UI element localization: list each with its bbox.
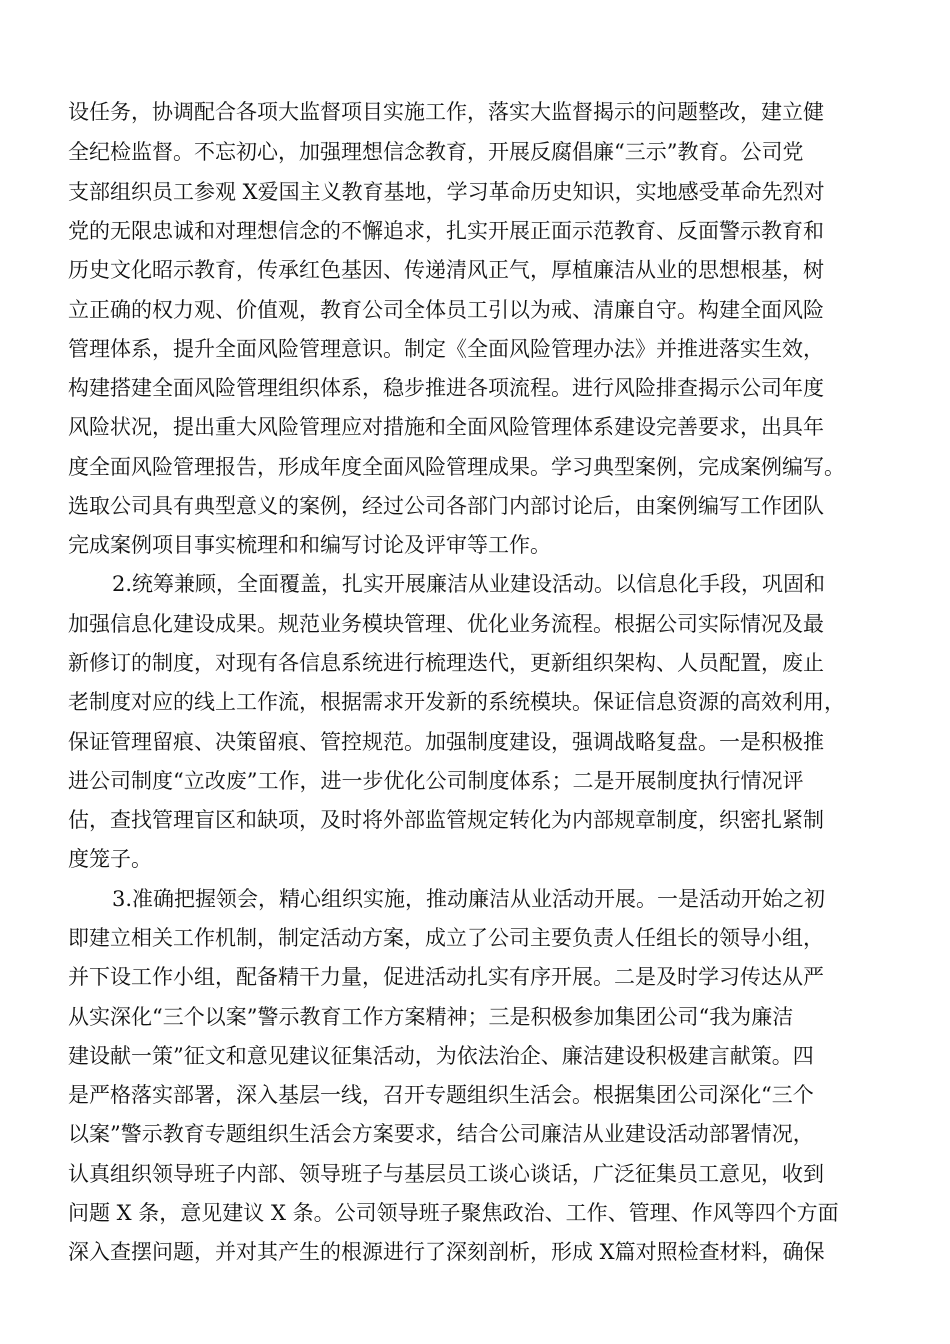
paragraph-3-start: 3.准确把握领会，精心组织实施，推动廉洁从业活动开展。一是活动开始之初 bbox=[112, 887, 826, 911]
text-line: 问题 X 条，意见建议 X 条。公司领导班子聚焦政治、工作、管理、作风等四个方面 bbox=[68, 1201, 839, 1225]
text-line: 新修订的制度，对现有各信息系统进行梳理迭代，更新组织架构、人员配置，废止 bbox=[68, 651, 824, 675]
text-line: 管理体系，提升全面风险管理意识。制定《全面风险管理办法》并推进落实生效， bbox=[68, 337, 824, 361]
text-line: 支部组织员工参观 X爱国主义教育基地，学习革命历史知识，实地感受革命先烈对 bbox=[68, 180, 825, 204]
text-line: 设任务，协调配合各项大监督项目实施工作，落实大监督揭示的问题整改，建立健 bbox=[68, 100, 824, 124]
text-line: 构建搭建全面风险管理组织体系，稳步推进各项流程。进行风险排查揭示公司年度 bbox=[68, 376, 824, 400]
text-line: 以案”警示教育专题组织生活会方案要求，结合公司廉洁从业建设活动部署情况， bbox=[68, 1122, 814, 1146]
text-line: 从实深化“三个以案”警示教育工作方案精神；三是积极参加集团公司“我为廉洁 bbox=[68, 1005, 794, 1029]
text-line: 立正确的权力观、价值观，教育公司全体员工引以为戒、清廉自守。构建全面风险 bbox=[68, 298, 824, 322]
text-line: 完成案例项目事实梳理和和编写讨论及评审等工作。 bbox=[68, 533, 551, 557]
paragraph-2-start: 2.统筹兼顾，全面覆盖，扎实开展廉洁从业建设活动。以信息化手段，巩固和 bbox=[112, 572, 826, 596]
text-line: 老制度对应的线上工作流，根据需求开发新的系统模块。保证信息资源的高效利用， bbox=[68, 690, 845, 714]
text-line: 风险状况，提出重大风险管理应对措施和全面风险管理体系建设完善要求，出具年 bbox=[68, 415, 824, 439]
text-line: 历史文化昭示教育，传承红色基因、传递清风正气，厚植廉洁从业的思想根基，树 bbox=[68, 258, 824, 282]
text-line: 保证管理留痕、决策留痕、管控规范。加强制度建设，强调战略复盘。一是积极推 bbox=[68, 730, 824, 754]
text-line: 并下设工作小组，配备精干力量，促进活动扎实有序开展。二是及时学习传达从严 bbox=[68, 965, 824, 989]
text-line: 深入查摆问题，并对其产生的根源进行了深刻剖析，形成 X篇对照检查材料，确保 bbox=[68, 1240, 825, 1264]
text-line: 度笼子。 bbox=[68, 847, 152, 871]
text-line: 是严格落实部署，深入基层一线，召开专题组织生活会。根据集团公司深化“三个 bbox=[68, 1083, 814, 1107]
text-line: 即建立相关工作机制，制定活动方案，成立了公司主要负责人任组长的领导小组， bbox=[68, 926, 824, 950]
text-line: 认真组织领导班子内部、领导班子与基层员工谈心谈话，广泛征集员工意见，收到 bbox=[68, 1162, 824, 1186]
text-line: 加强信息化建设成果。规范业务模块管理、优化业务流程。根据公司实际情况及最 bbox=[68, 612, 824, 636]
text-line: 度全面风险管理报告，形成年度全面风险管理成果。学习典型案例，完成案例编写。 bbox=[68, 455, 845, 479]
text-line: 选取公司具有典型意义的案例，经过公司各部门内部讨论后，由案例编写工作团队 bbox=[68, 494, 824, 518]
text-line: 建设献一策”征文和意见建议征集活动，为依法治企、廉洁建设积极建言献策。四 bbox=[68, 1044, 814, 1068]
text-line: 全纪检监督。不忘初心，加强理想信念教育，开展反腐倡廉“三示”教育。公司党 bbox=[68, 140, 804, 164]
text-line: 估，查找管理盲区和缺项，及时将外部监管规定转化为内部规章制度，织密扎紧制 bbox=[68, 808, 824, 832]
text-line: 进公司制度“立改废”工作，进一步优化公司制度体系；二是开展制度执行情况评 bbox=[68, 769, 804, 793]
text-line: 党的无限忠诚和对理想信念的不懈追求，扎实开展正面示范教育、反面警示教育和 bbox=[68, 219, 824, 243]
